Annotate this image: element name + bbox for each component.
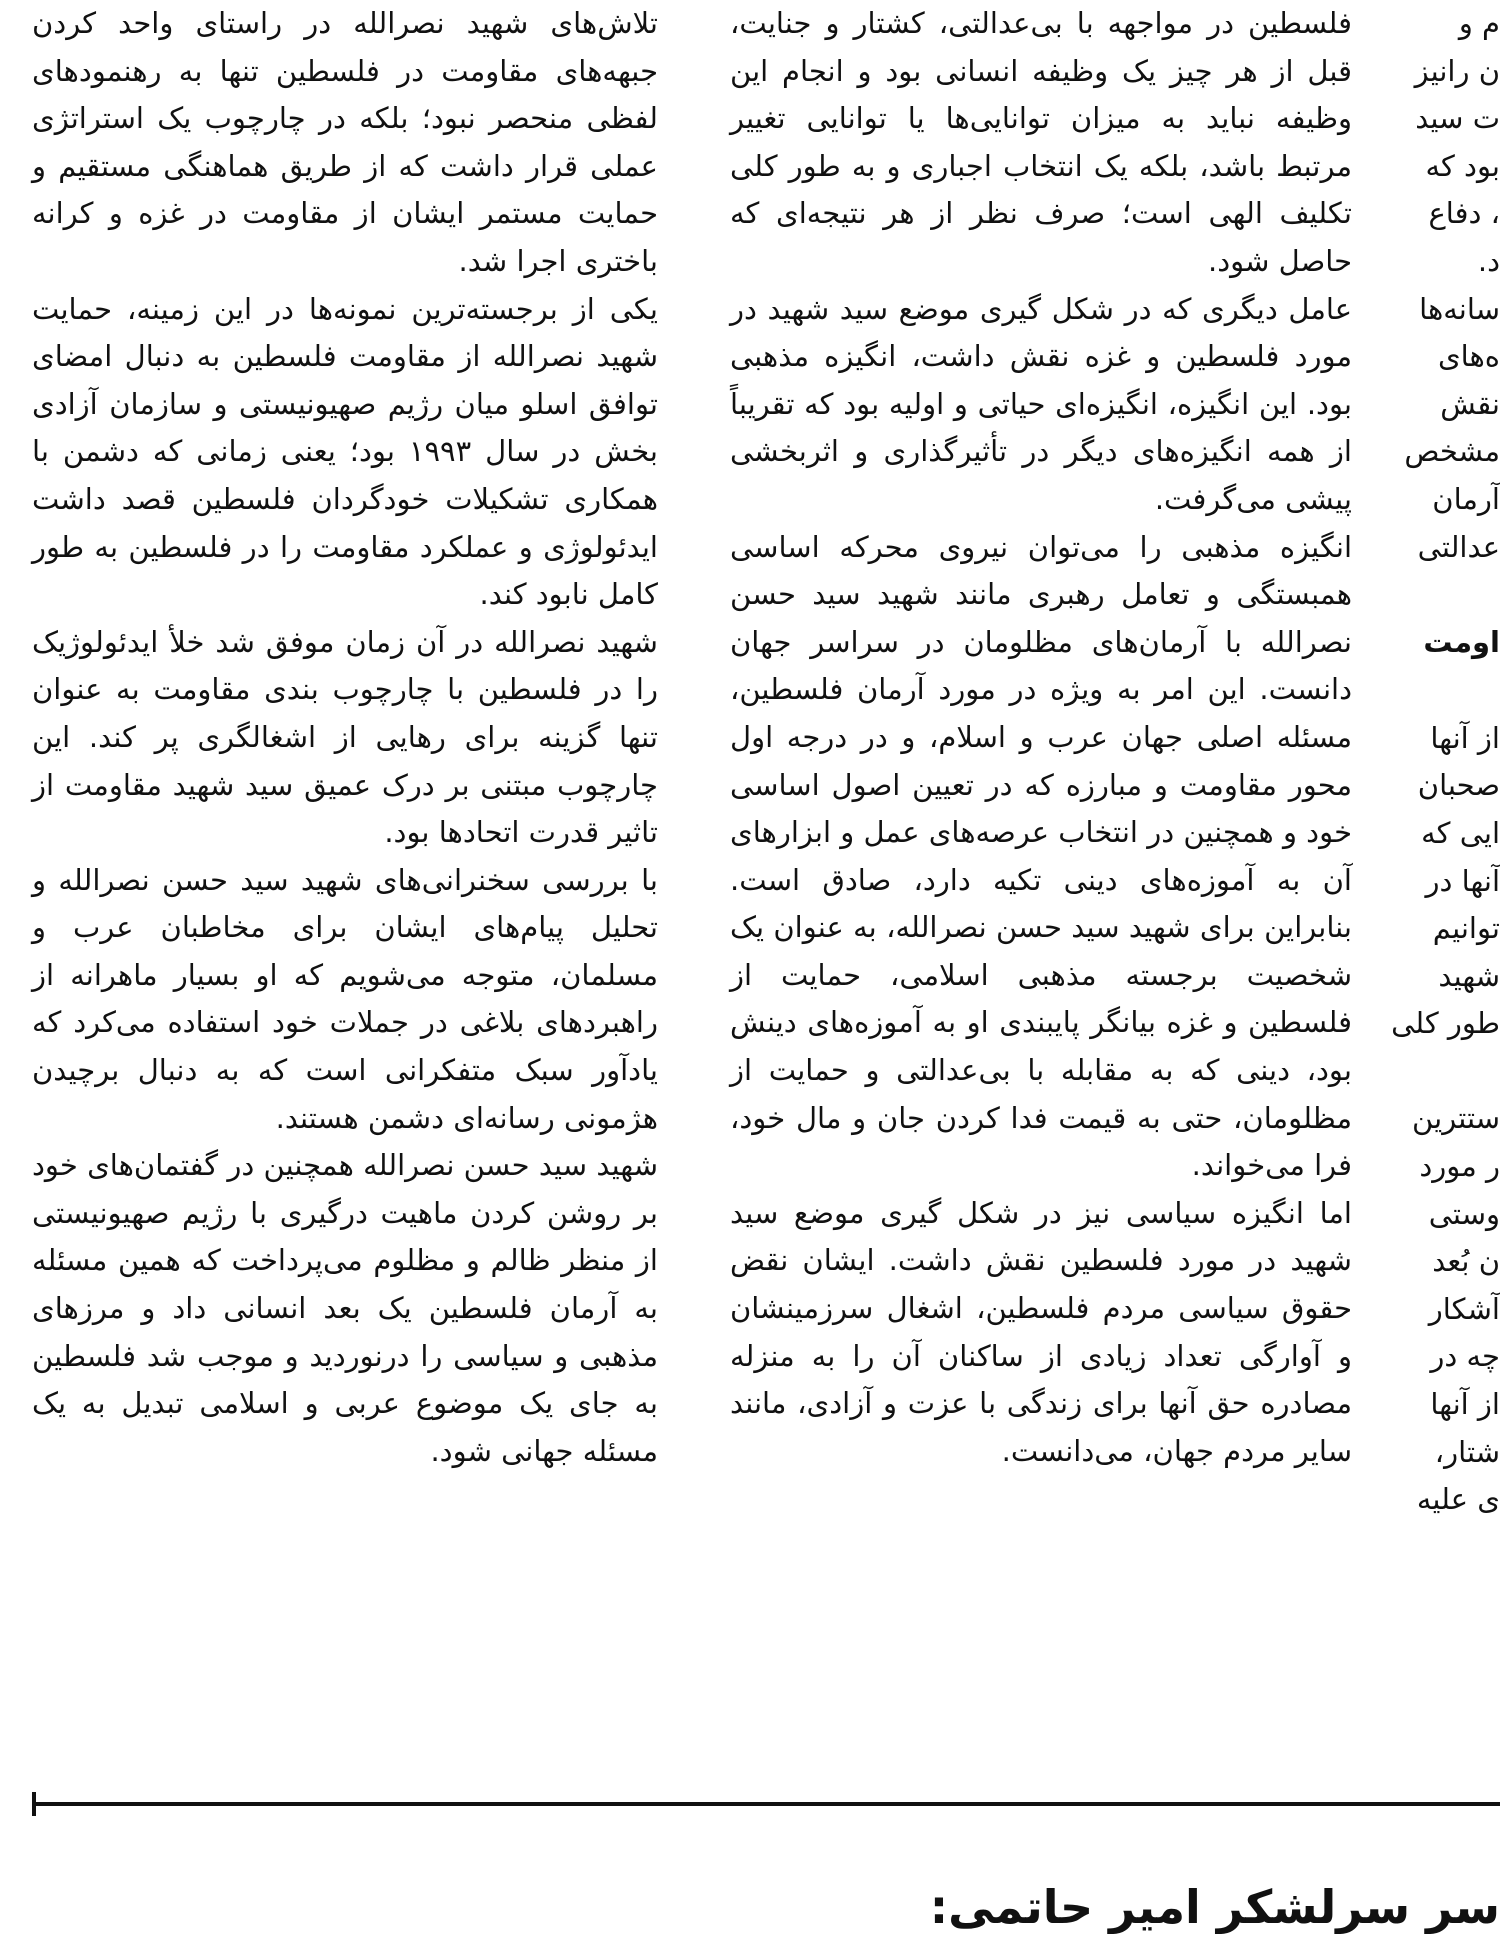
line: توانیم (1432, 911, 1500, 946)
paragraph: فلسطین در مواجهه با بی‌عدالتی، کشتار و جنایت، قبل از هر چیز یک وظیفه انسانی بود و انجام این وظیفه نباید به میزان توانایی‌ها یا توانایی تغییر مرتبط باشد، بلکه یک انتخاب اجباری و به طور کلی تکلیف الهی است؛ صرف نظر از هر نتیجه‌ای که حاصل شود. (730, 6, 1352, 278)
line: آرمان (1432, 481, 1500, 516)
line: شهید (1438, 958, 1500, 993)
article-column-middle (730, 0, 1352, 1475)
section-divider (32, 1802, 1500, 1806)
line: ن بُعد (1432, 1244, 1500, 1279)
line: ن رانیز (1414, 53, 1500, 88)
line: آنها در (1425, 863, 1500, 898)
line: صحبان (1417, 768, 1500, 803)
line: شتار، (1434, 1434, 1500, 1469)
paragraph: یکی از برجسته‌ترین نمونه‌ها در این زمینه، حمایت شهید نصرالله از مقاومت فلسطین به دنبال امضای توافق اسلو میان رژیم صهیونیستی و سازمان آزادی بخش در سال ۱۹۹۳ بود؛ یعنی زمانی که دشمن با همکاری تشکیلات خودگردان فلسطین قصد داشت ایدئولوژی و عملکرد مقاومت را در فلسطین به طور کامل نابود کند. (32, 291, 658, 612)
line: بود که (1425, 148, 1500, 183)
paragraph: تلاش‌های شهید نصرالله در راستای واحد کردن جبهه‌های مقاومت در فلسطین تنها به رهنمودهای لفظی منحصر نبود؛ بلکه در چارچوب یک استراتژی عملی قرار داشت که از طریق هماهنگی مستقیم و حمایت مستمر ایشان از مقاومت در غزه و کرانه باختری اجرا شد. (32, 6, 658, 278)
line: سانه‌ها (1419, 291, 1500, 326)
line (1420, 1048, 1500, 1096)
line: ه‌های (1437, 339, 1500, 374)
line: چه در (1430, 1339, 1500, 1374)
next-article-headline: سر سرلشکر امیر حاتمی: (929, 1880, 1500, 1934)
line: ی علیه (1416, 1482, 1500, 1517)
line: م و (1458, 6, 1500, 40)
paragraph: شهید سید حسن نصرالله همچنین در گفتمان‌های خود بر روشن کردن ماهیت درگیری با رژیم صهیونیستی از منظر ظالم و مظلوم می‌پرداخت که همین مسئله به آرمان فلسطین یک بعد انسانی داد و مرزهای مذهبی و سیاسی را درنوردید و موجب شد فلسطین به جای یک موضوع عربی و اسلامی تبدیل به یک مسئله جهانی شود. (32, 1148, 658, 1468)
line: آشکار (1428, 1291, 1500, 1326)
line: طور کلی (1391, 1006, 1500, 1041)
line: ر مورد (1419, 1149, 1500, 1184)
line: ایی که (1421, 815, 1500, 850)
section-heading: اومت (1423, 625, 1500, 660)
paragraph: شهید نصرالله در آن زمان موفق شد خلأ ایدئولوژیک را در فلسطین با چارچوب بندی مقاومت به عنوان تنها گزینه برای رهایی از اشغالگری پر کند. این چارچوب مبتنی بر درک عمیق سید شهید مقاومت از تاثیر قدرت اتحادها بود. (32, 624, 658, 850)
paragraph: با بررسی سخنرانی‌های شهید سید حسن نصرالله و تحلیل پیام‌های ایشان برای مخاطبان عرب و مسلمان، متوجه می‌شویم که او بسیار ماهرانه از راهبردهای بلاغی در جملات خود استفاده می‌کرد که یادآور سبک متفکرانی است که به دنبال برچیدن هژمونی رسانه‌ای دشمن هستند. (32, 862, 658, 1135)
line: مشخص (1404, 434, 1500, 469)
line: ستترین (1412, 1101, 1500, 1136)
line: از آنها (1430, 720, 1500, 755)
article-column-right-cropped (1391, 0, 1500, 1524)
article-column-left (32, 0, 658, 1475)
line: د. (1477, 243, 1500, 278)
line: نقش (1440, 386, 1500, 421)
line: عدالتی (1417, 529, 1500, 564)
line: وستی (1428, 1196, 1500, 1231)
paragraph: انگیزه مذهبی را می‌توان نیروی محرکه اساسی همبستگی و تعامل رهبری مانند شهید سید حسن نصرالله با آرمان‌های مظلومان در سراسر جهان دانست. این امر به ویژه در مورد آرمان فلسطین، مسئله اصلی جهان عرب و اسلام، و در درجه اول محور مقاومت و مبارزه که در تعیین اصول اساسی خود و همچنین در انتخاب عرصه‌های عمل و ابزارهای آن به آموزه‌های دینی تکیه دارد، صادق است. بنابراین برای شهید سید حسن نصرالله، به عنوان یک شخصیت برجسته مذهبی اسلامی، حمایت از فلسطین و غزه بیانگر پایبندی او به آموزه‌های دینش بود، دینی که به مقابله با بی‌عدالتی و حمایت از مظلومان، حتی به قیمت فدا کردن جان و مال خود، فرا می‌خواند. (730, 529, 1352, 1183)
line: ، دفاع (1428, 196, 1500, 231)
line: از آنها (1430, 1387, 1500, 1422)
paragraph: عامل دیگری که در شکل گیری موضع سید شهید در مورد فلسطین و غزه نقش داشت، انگیزه مذهبی بود. این انگیزه، انگیزه‌ای حیاتی و اولیه بود که تقریباً از همه انگیزه‌های دیگر در تأثیرگذاری و اثربخشی پیشی می‌گرفت. (730, 291, 1352, 516)
paragraph: اما انگیزه سیاسی نیز در شکل گیری موضع سید شهید در مورد فلسطین نقش داشت. ایشان نقض حقوق سیاسی مردم فلسطین، اشغال سرزمینشان و آوارگی تعداد زیادی از ساکنان آن را به منزله مصادره حق آنها برای زندگی با عزت و آزادی، مانند سایر مردم جهان، می‌دانست. (730, 1195, 1352, 1468)
line: ت سید (1415, 101, 1500, 136)
